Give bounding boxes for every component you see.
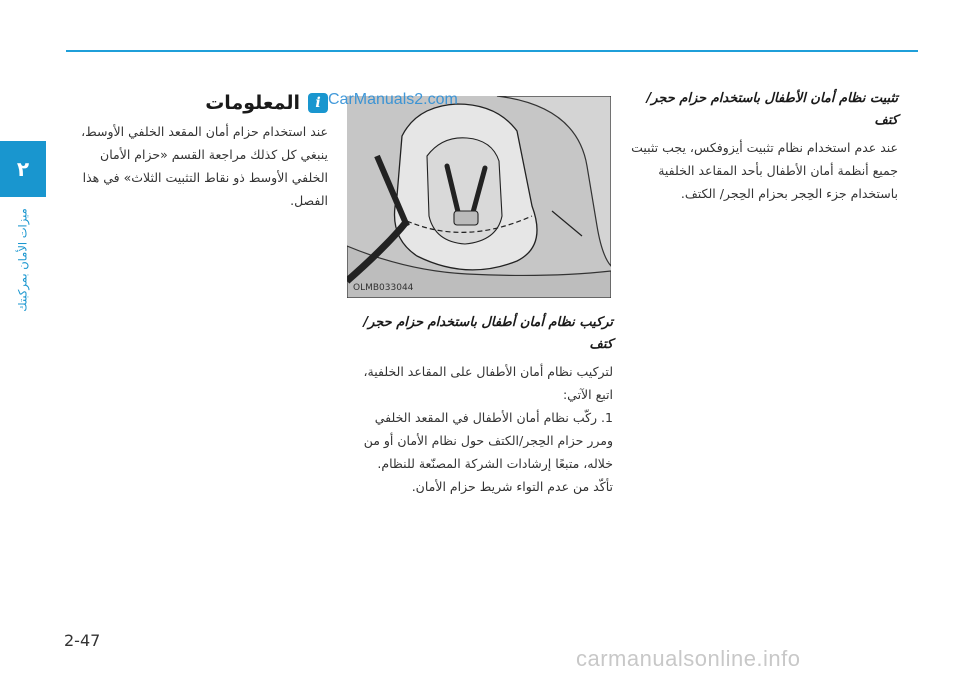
section-install-lap-shoulder (347, 312, 613, 498)
section-heading: تثبيت نظام أمان الأطفال باستخدام حزام حجر/ كتف (646, 91, 898, 128)
info-icon: i (308, 93, 328, 113)
chapter-title-vertical (6, 205, 40, 315)
child-seat-illustration (347, 96, 611, 298)
chapter-tab (0, 141, 46, 197)
info-body: عند استخدام حزام أمان المقعد الخلفي الأوسط، ينبغي كل كذلك مراجعة القسم «حزام الأمان الخلفي الأوسط ذو نقاط التثبيت الثلاث» في هذا الفصل. (81, 124, 328, 208)
info-box (66, 92, 328, 212)
watermark-carmanuals2: CarManuals2.com (328, 91, 458, 108)
install-step-1: 1. ركّب نظام أمان الأطفال في المقعد الخلفي ومرر حزام الحِجر/الكتف حول نظام الأمان أو من خلاله، متبعًا إرشادات الشركة المصنّعة للنظام. (363, 410, 613, 471)
install-intro: لتركيب نظام أمان الأطفال على المقاعد الخلفية، اتبع الآتي: (363, 364, 613, 402)
chapter-title: ميزات الأمان بمركبتك (16, 208, 31, 312)
info-title: المعلومات (205, 92, 300, 114)
install-step-1-note: تأكّد من عدم التواء شريط حزام الأمان. (411, 479, 613, 494)
section-body: عند عدم استخدام نظام تثبيت أيزوفكس، يجب تثبيت جميع أنظمة أمان الأطفال بأحد المقاعد الخلفية باستخدام جزء الحِجر بحزام الحِجر/ الكتف. (631, 140, 898, 201)
child-seat-drawing (347, 96, 611, 298)
header-rule (66, 50, 918, 52)
section-child-restraint-lap-shoulder (628, 88, 898, 205)
page-number: 2-47 (64, 631, 101, 650)
figure-code: OLMB033044 (353, 283, 414, 293)
footer-watermark: carmanualsonline.info (576, 646, 801, 671)
install-heading: تركيب نظام أمان أطفال باستخدام حزام حجر/ كتف (363, 315, 613, 352)
info-title-row (66, 92, 328, 114)
chapter-number: ٢ (16, 157, 30, 181)
